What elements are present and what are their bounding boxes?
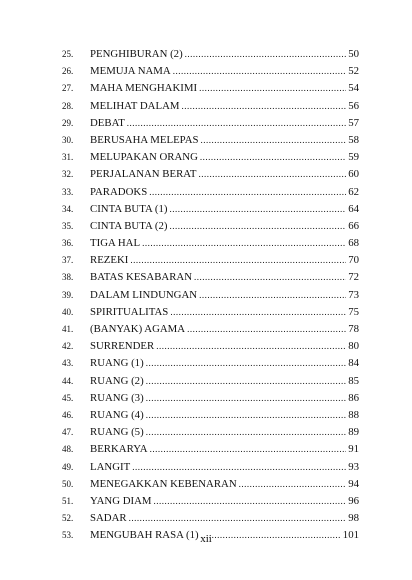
toc-entry-number: 27.: [62, 83, 74, 94]
toc-entry[interactable]: [0, 132, 359, 149]
toc-entry-title: CINTA BUTA (2): [90, 219, 168, 232]
toc-entry-title: CINTA BUTA (1): [90, 202, 168, 215]
toc-dot-leader: [201, 132, 347, 149]
toc-entry-number: 30.: [62, 134, 74, 145]
toc-entry[interactable]: [0, 493, 359, 510]
toc-entry[interactable]: [0, 269, 359, 286]
toc-entry[interactable]: [0, 287, 359, 304]
toc-entry-number: 38.: [62, 272, 74, 283]
toc-dot-leader: [239, 476, 347, 493]
toc-entry-number: 49.: [62, 461, 74, 472]
table-of-contents: [0, 46, 412, 544]
toc-entry-title: TIGA HAL: [90, 237, 141, 250]
toc-entry-page: 88: [348, 408, 359, 421]
toc-entry-page: 91: [348, 443, 359, 456]
toc-entry-number: 48.: [62, 444, 74, 455]
toc-entry-page: 101: [342, 529, 359, 542]
toc-entry-page: 73: [348, 288, 359, 301]
toc-entry-title: MELUPAKAN ORANG: [90, 151, 198, 164]
toc-entry-page: 52: [348, 65, 359, 78]
toc-entry-title: RUANG (4): [90, 408, 144, 421]
toc-entry-number: 39.: [62, 289, 74, 300]
toc-entry[interactable]: [0, 201, 359, 218]
toc-entry-title: SPIRITUALITAS: [90, 305, 169, 318]
toc-dot-leader: [169, 218, 346, 235]
toc-entry-title: PARADOKS: [90, 185, 148, 198]
toc-entry-number: 46.: [62, 409, 74, 420]
toc-entry-title: MAHA MENGHAKIMI: [90, 82, 198, 95]
toc-entry-page: 85: [348, 374, 359, 387]
toc-entry[interactable]: [0, 407, 359, 424]
toc-dot-leader: [142, 235, 346, 252]
toc-entry-number: 37.: [62, 255, 74, 266]
toc-entry-number: 42.: [62, 341, 74, 352]
toc-entry-number: 25.: [62, 49, 74, 59]
toc-entry-page: 96: [348, 494, 359, 507]
toc-entry-title: DALAM LINDUNGAN: [90, 288, 198, 301]
toc-dot-leader: [146, 390, 347, 407]
toc-entry-title: DEBAT: [90, 116, 125, 129]
toc-entry[interactable]: [0, 149, 359, 166]
toc-dot-leader: [156, 338, 346, 355]
toc-entry-number: 29.: [62, 117, 74, 128]
toc-entry[interactable]: [0, 98, 359, 115]
toc-entry-number: 36.: [62, 238, 74, 249]
toc-entry-title: RUANG (1): [90, 357, 144, 370]
toc-entry-page: 64: [348, 202, 359, 215]
toc-entry-title: BERUSAHA MELEPAS: [90, 133, 199, 146]
toc-entry[interactable]: [0, 476, 359, 493]
toc-entry[interactable]: [0, 46, 359, 63]
toc-dot-leader: [199, 80, 346, 97]
toc-entry-number: 44.: [62, 375, 74, 386]
toc-entry[interactable]: [0, 80, 359, 97]
toc-entry-page: 93: [348, 460, 359, 473]
toc-dot-leader: [149, 184, 346, 201]
toc-entry-number: 40.: [62, 306, 74, 317]
toc-entry[interactable]: [0, 235, 359, 252]
toc-entry-number: 33.: [62, 186, 74, 197]
toc-entry-number: 31.: [62, 152, 74, 163]
toc-entry-title: PERJALANAN BERAT: [90, 168, 197, 181]
toc-entry-page: 72: [348, 271, 359, 284]
toc-entry-page: 68: [348, 237, 359, 250]
toc-entry-title: PENGHIBURAN (2): [90, 48, 183, 60]
toc-dot-leader: [132, 459, 346, 476]
toc-entry-page: 60: [348, 168, 359, 181]
toc-entry-page: 70: [348, 254, 359, 267]
toc-dot-leader: [198, 166, 346, 183]
toc-dot-leader: [146, 355, 347, 372]
toc-entry[interactable]: [0, 321, 359, 338]
toc-entry[interactable]: [0, 390, 359, 407]
toc-entry[interactable]: [0, 355, 359, 372]
toc-entry-title: MENGUBAH RASA (1): [90, 529, 199, 542]
toc-entry-title: BATAS KESABARAN: [90, 271, 193, 284]
toc-entry-number: 51.: [62, 495, 74, 506]
toc-entry[interactable]: [0, 166, 359, 183]
toc-entry-number: 34.: [62, 203, 74, 214]
toc-entry[interactable]: [0, 441, 359, 458]
toc-entry-page: 58: [348, 133, 359, 146]
toc-entry-title: REZEKI: [90, 254, 129, 267]
toc-entry-page: 59: [348, 151, 359, 164]
toc-entry-page: 94: [348, 477, 359, 490]
toc-dot-leader: [199, 287, 346, 304]
toc-entry[interactable]: [0, 63, 359, 80]
toc-dot-leader: [127, 115, 346, 132]
toc-entry-page: 78: [348, 323, 359, 335]
toc-entry-number: 41.: [62, 324, 74, 334]
toc-dot-leader: [185, 46, 347, 63]
toc-entry-page: 80: [348, 340, 359, 353]
toc-entry-title: MENEGAKKAN KEBENARAN: [90, 477, 237, 490]
toc-entry-title: YANG DIAM: [90, 494, 152, 507]
toc-entry-title: LANGIT: [90, 460, 131, 473]
toc-entry[interactable]: [0, 424, 359, 441]
toc-dot-leader: [146, 373, 347, 390]
toc-entry-page: 66: [348, 219, 359, 232]
toc-entry-number: 28.: [62, 100, 74, 111]
toc-dot-leader: [169, 201, 346, 218]
toc-entry-number: 53.: [62, 530, 74, 541]
toc-dot-leader: [173, 63, 347, 80]
toc-entry-title: MELIHAT DALAM: [90, 99, 180, 112]
toc-entry[interactable]: [0, 510, 359, 527]
toc-entry-number: 32.: [62, 169, 74, 180]
toc-entry-number: 52.: [62, 513, 74, 524]
toc-entry-page: 86: [348, 391, 359, 404]
toc-entry-title: SURRENDER: [90, 340, 155, 353]
toc-entry-title: RUANG (3): [90, 391, 144, 404]
toc-entry[interactable]: [0, 373, 359, 390]
toc-entry[interactable]: [0, 115, 359, 132]
toc-entry-number: 45.: [62, 392, 74, 403]
toc-dot-leader: [150, 441, 347, 458]
toc-dot-leader: [130, 252, 346, 269]
toc-entry[interactable]: [0, 304, 359, 321]
toc-entry-number: 35.: [62, 220, 74, 231]
page-number: xii: [200, 533, 212, 545]
toc-entry-title: RUANG (5): [90, 426, 144, 439]
toc-dot-leader: [146, 424, 347, 441]
toc-entry[interactable]: [0, 338, 359, 355]
toc-dot-leader: [146, 407, 347, 424]
toc-entry[interactable]: [0, 218, 359, 235]
toc-entry-page: 54: [348, 82, 359, 95]
toc-entry-title: MEMUJA NAMA: [90, 65, 171, 78]
toc-entry-page: 75: [348, 305, 359, 318]
toc-entry-title: RUANG (2): [90, 374, 144, 387]
toc-dot-leader: [181, 98, 346, 115]
toc-entry-page: 62: [348, 185, 359, 198]
toc-entry-page: 84: [348, 357, 359, 370]
toc-entry-number: 43.: [62, 358, 74, 369]
toc-entry-page: 56: [348, 99, 359, 112]
toc-entry-number: 50.: [62, 478, 74, 489]
toc-entry[interactable]: [0, 459, 359, 476]
toc-dot-leader: [170, 304, 346, 321]
toc-entry-title: BERKARYA: [90, 443, 148, 456]
toc-entry-page: 50: [348, 48, 359, 60]
toc-entry-title: SADAR: [90, 512, 127, 525]
toc-entry-title: (BANYAK) AGAMA: [90, 323, 186, 335]
toc-dot-leader: [153, 493, 346, 510]
toc-entry-page: 57: [348, 116, 359, 129]
toc-dot-leader: [194, 269, 346, 286]
toc-dot-leader: [187, 321, 346, 338]
toc-entry-page: 89: [348, 426, 359, 439]
toc-entry[interactable]: [0, 252, 359, 269]
toc-dot-leader: [129, 510, 347, 527]
toc-dot-leader: [200, 149, 346, 166]
toc-entry-page: 98: [348, 512, 359, 525]
toc-entry-number: 47.: [62, 427, 74, 438]
toc-entry[interactable]: [0, 184, 359, 201]
toc-entry-number: 26.: [62, 66, 74, 77]
